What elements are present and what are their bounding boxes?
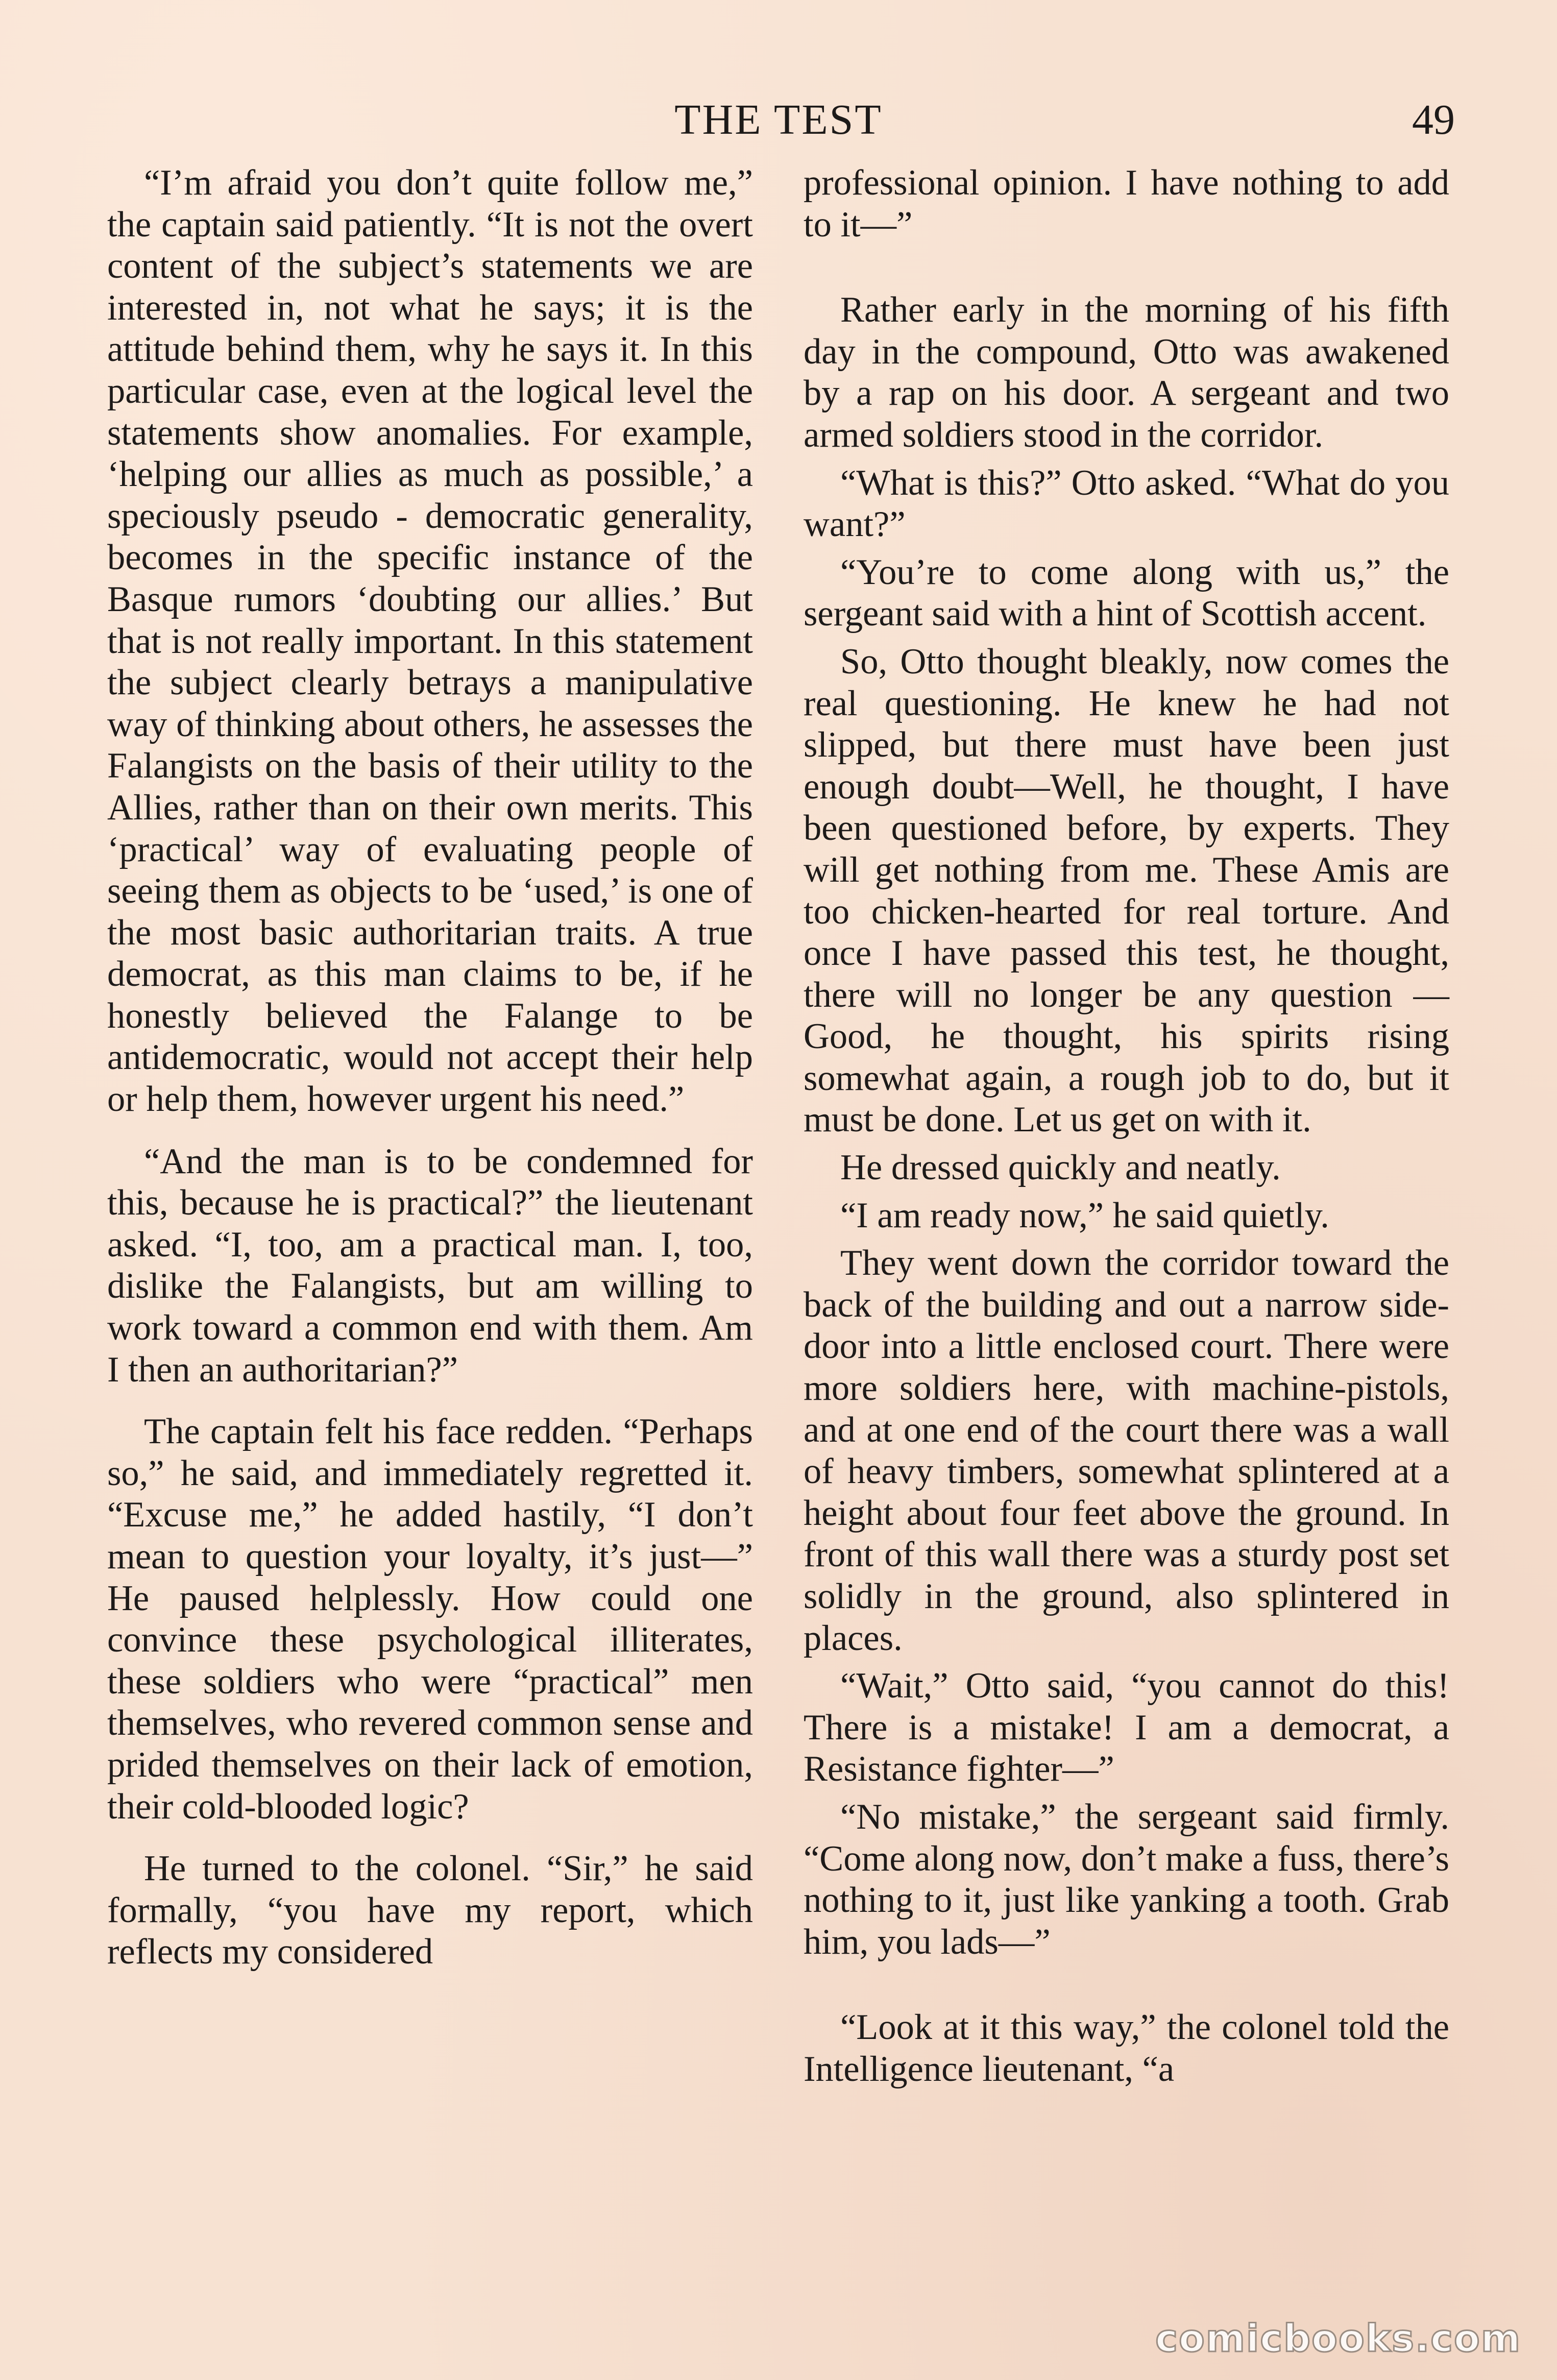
paragraph: “I’m afraid you don’t quite follow me,” the captain said patiently. “It is not the overt content of the subject’s statements we are interested in, not what he says; it is the attitude behind them, why he says it. In this particular case, even at the logical level the statements show anomalies. For example, ‘helping our allies as much as possible,’ a speciously pseudo - democratic generality, becomes in the specific instance of the Basque rumors ‘doubting our allies.’ But that is not really important. In this statement the subject clearly betrays a manipulative way of thinking about others, he assesses the Falangists on the basis of their utility to the Allies, rather than on their own merits. This ‘practical’ way of evaluating people of seeing them as objects to be ‘used,’ is one of the most basic authoritarian traits. A true democrat, as this man claims to be, if he honestly believed the Falange to be antidemocratic, would not accept their help or help them, however urgent his need.”	[107, 163, 753, 1120]
paragraph: “What is this?” Otto asked. “What do you want?”	[804, 463, 1449, 545]
paragraph: He turned to the colonel. “Sir,” he said formally, “you have my report, which reflects my considered	[107, 1849, 753, 1972]
paragraph: “You’re to come along with us,” the sergeant said with a hint of Scottish accent.	[804, 552, 1449, 634]
paragraph: “Wait,” Otto said, “you cannot do this! There is a mistake! I am a democrat, a Resistance fighter—”	[804, 1666, 1449, 1789]
paragraph: They went down the corridor toward the back of the building and out a narrow side-door into a little enclosed court. There were more soldiers here, with machine-pistols, and at one end of the court there was a wall of heavy timbers, somewhat splintered at a height about four feet above the ground. In front of this wall there was a sturdy post set solidly in the ground, also splintered in places.	[804, 1243, 1449, 1658]
left-column	[107, 162, 753, 1979]
paragraph: professional opinion. I have nothing to add to it—”	[804, 163, 1449, 245]
paragraph: Rather early in the morning of his fifth day in the compound, Otto was awakened by a rap on his door. A sergeant and two armed soldiers stood in the corridor.	[804, 290, 1449, 455]
right-column	[804, 162, 1449, 2097]
paragraph: “Look at it this way,” the colonel told the Intelligence lieutenant, “a	[804, 2007, 1449, 2089]
paragraph: “And the man is to be condemned for this, because he is practical?” the lieutenant asked. “I, too, am a practical man. I, too, dislike the Falangists, but am willing to work toward a common end with them. Am I then an authoritarian?”	[107, 1141, 753, 1390]
paragraph: The captain felt his face redden. “Perhaps so,” he said, and immediately regretted it. “Excuse me,” he added hastily, “I don’t mean to question your loyalty, it’s just—” He paused helplessly. How could one convince these psychological illiterates, these soldiers who were “practical” men themselves, who revered common sense and prided themselves on their lack of emotion, their cold-blooded logic?	[107, 1412, 753, 1827]
running-title: THE TEST	[674, 96, 883, 143]
paragraph: “No mistake,” the sergeant said firmly. “Come along now, don’t make a fuss, there’s nothing to it, just like yanking a tooth. Grab him, you lads—”	[804, 1796, 1449, 1962]
paragraph: So, Otto thought bleakly, now comes the real questioning. He knew he had not slipped, but there must have been just enough doubt—Well, he thought, I have been questioned before, by experts. They will get nothing from me. These Amis are too chicken-hearted for real torture. And once I have passed this test, he thought, there will no longer be any question — Good, he thought, his spirits rising somewhat again, a rough job to do, but it must be done. Let us get on with it.	[804, 641, 1449, 1140]
paragraph: He dressed quickly and neatly.	[840, 1148, 1281, 1188]
paragraph: “I am ready now,” he said quietly.	[840, 1195, 1329, 1235]
page-header	[102, 92, 1455, 148]
watermark-logo: comicbooks.com	[1155, 2317, 1521, 2361]
page-number: 49	[1412, 96, 1455, 143]
